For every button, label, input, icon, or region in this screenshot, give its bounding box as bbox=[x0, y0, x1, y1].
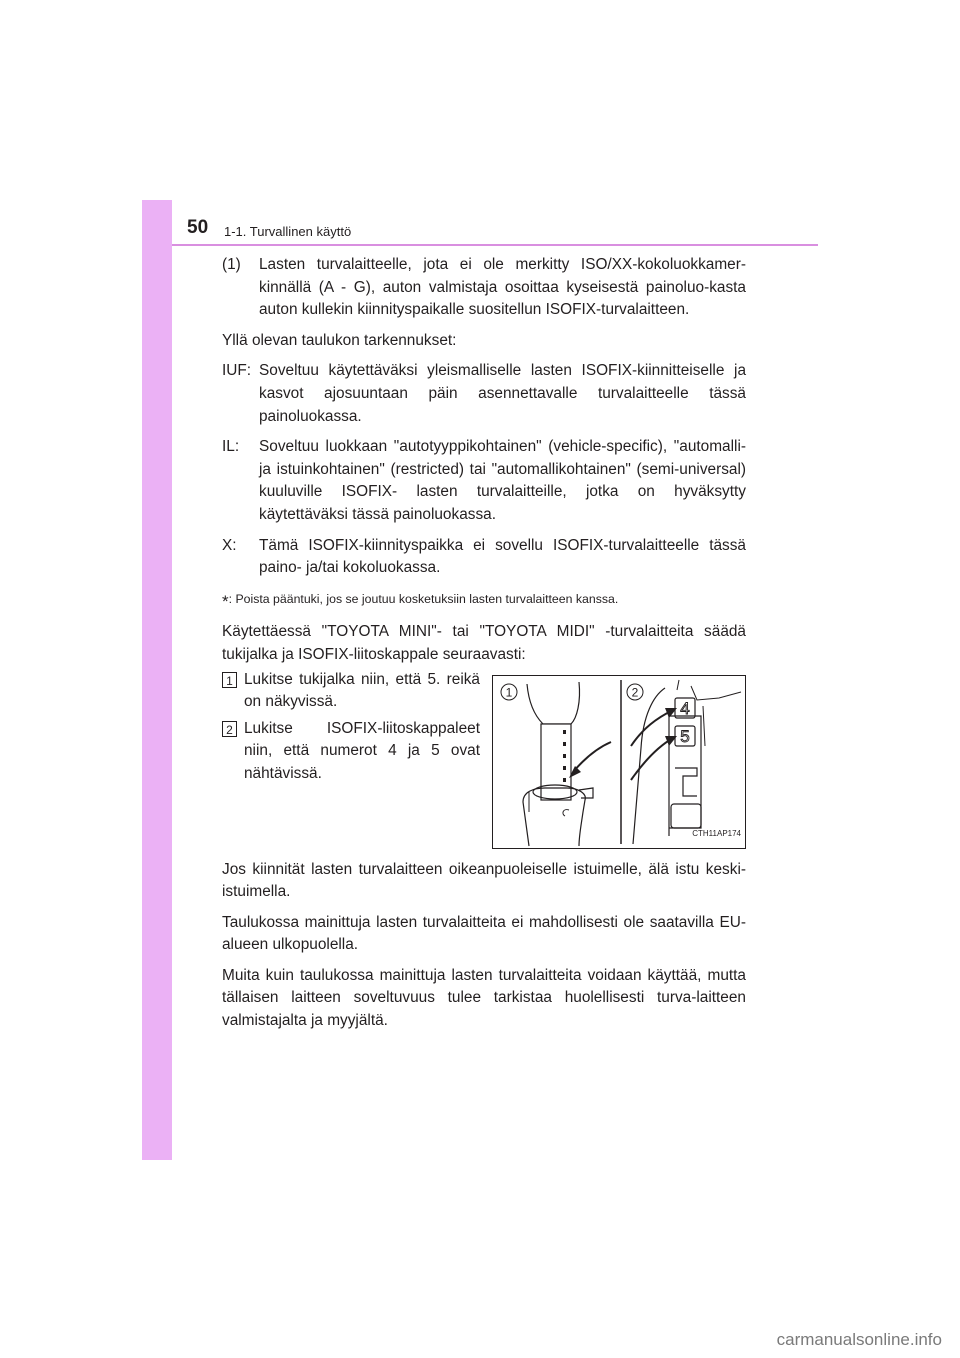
toyota-intro: Käytettäessä "TOYOTA MINI"- tai "TOYOTA MIDI" -turvalaitteita säädä tukijalka ja ISOFIX-liitoskappale seuraavasti: bbox=[222, 623, 746, 663]
paragraph-right-seat: Jos kiinnität lasten turvalaitteen oikeanpuoleiselle istuimelle, älä istu keski-istuimella. bbox=[222, 860, 746, 901]
isofix-illustration bbox=[492, 675, 746, 849]
leg-upper-shape bbox=[527, 682, 580, 724]
step-number-badge: 2 bbox=[222, 721, 237, 737]
page-number: 50 bbox=[187, 217, 209, 238]
seat-top-lines bbox=[691, 686, 741, 700]
header-rule bbox=[172, 244, 818, 246]
definitions-intro: Yllä olevan taulukon tarkennukset: bbox=[222, 331, 457, 349]
item-text: Lasten turvalaitteelle, jota ei ole merkitty ISO/XX-kokoluokkamer-kinnällä (A - G), auton valmistaja osoittaa kyseisestä painoluo-kasta auton kullekin kiinnityspaikalle suositellun ISOFIX-turvalaitteen. bbox=[259, 256, 746, 319]
paragraph-other-devices: Muita kuin taulukossa mainittuja lasten turvalaitteita voidaan käyttää, mutta tällaisen laitteen soveltuvuus tulee tarkistaa huolellisesti turva-laitteen valmistajalta ja myyjältä. bbox=[222, 966, 746, 1030]
definition-key: IL: bbox=[222, 438, 240, 456]
note-text: : Poista pääntuki, jos se joutuu kosketuksiin lasten turvalaitteen kanssa. bbox=[228, 591, 619, 606]
asterisk: * bbox=[222, 591, 229, 611]
site-watermark: carmanualsonline.info bbox=[776, 1330, 942, 1349]
step-text: Lukitse tukijalka niin, että 5. reikä on näkyvissä. bbox=[244, 670, 480, 711]
steps-list bbox=[222, 669, 480, 849]
page-content bbox=[222, 254, 746, 1033]
leg-pointer-arrow bbox=[573, 742, 611, 772]
step-text: Lukitse ISOFIX-liitoskappaleet niin, että numerot 4 ja 5 ovat nähtävissä. bbox=[244, 719, 480, 782]
definition-key: IUF: bbox=[222, 362, 252, 380]
definition-x bbox=[222, 535, 746, 580]
definition-il bbox=[222, 436, 746, 526]
steps-with-figure bbox=[222, 669, 746, 849]
connector-latch bbox=[675, 768, 697, 796]
support-leg-and-connector-drawing bbox=[493, 676, 745, 848]
digit-4: 4 bbox=[680, 698, 690, 718]
step-number-badge: 1 bbox=[222, 672, 237, 688]
digit4-pointer-arrow bbox=[631, 710, 673, 746]
section-title: 1-1. Turvallinen käyttö bbox=[224, 224, 352, 239]
seat-edge-stroke bbox=[677, 680, 679, 690]
headrest-note bbox=[222, 588, 746, 614]
definition-text: Tämä ISOFIX-kiinnityspaikka ei sovellu ISOFIX-turvalaitteelle tässä paino- ja/tai kokoluokassa. bbox=[259, 536, 746, 577]
seat-side-line bbox=[703, 706, 705, 746]
leg-lock-button bbox=[579, 788, 593, 798]
footnote-item-1 bbox=[222, 254, 746, 322]
seat-contour bbox=[633, 688, 665, 844]
definition-text: Soveltuu käytettäväksi yleismalliselle lasten ISOFIX-kiinnitteiselle ja kasvot ajosuuntaan päin asennettavalle turvalaitteelle tässä painoluokassa. bbox=[259, 362, 746, 425]
paragraph-eu-availability: Taulukossa mainittuja lasten turvalaitteita ei mahdollisesti ole saatavilla EU-alueen ulkopuolella. bbox=[222, 913, 746, 954]
digit-5: 5 bbox=[680, 726, 690, 746]
definition-text: Soveltuu luokkaan "autotyyppikohtainen" (vehicle-specific), "automalli- ja istuinkohtainen" (restricted) tai "automallikohtainen" (semi-universal) kuuluville ISOFIX- lasten turvalaitteille, jotka on hyväksytty käytettäväksi tässä painoluokassa. bbox=[259, 438, 746, 523]
digit5-pointer-arrow bbox=[631, 738, 673, 780]
step-2 bbox=[222, 718, 480, 786]
figure-code: CTH11AP174 bbox=[692, 828, 741, 838]
definition-iuf bbox=[222, 360, 746, 428]
step-1 bbox=[222, 669, 480, 714]
callout-label-2: 2 bbox=[631, 685, 639, 699]
item-key: (1) bbox=[222, 256, 241, 273]
definition-key: X: bbox=[222, 536, 237, 554]
thumb-tab-bar bbox=[142, 200, 172, 1160]
callout-label-1: 1 bbox=[505, 685, 513, 699]
leg-detail-hook bbox=[563, 809, 569, 815]
